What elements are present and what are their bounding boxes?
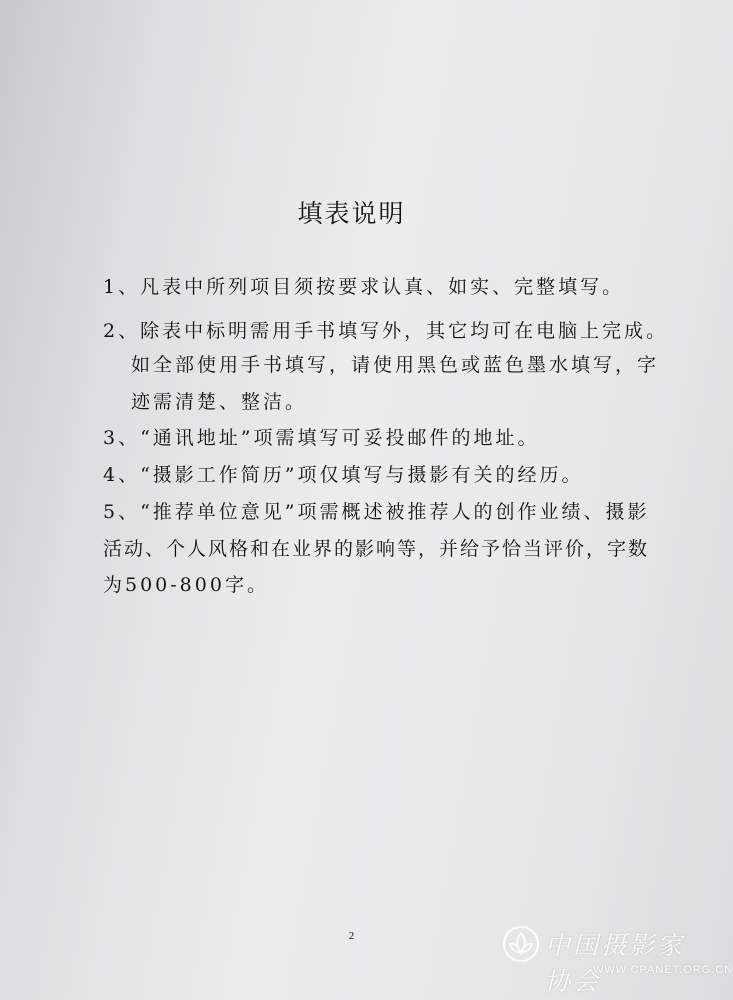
instruction-line-2: 2、除表中标明需用手书填写外，其它均可在电脑上完成。 bbox=[103, 320, 669, 342]
instruction-line-1: 1、凡表中所列项目须按要求认真、如实、完整填写。 bbox=[103, 276, 625, 298]
watermark-url: WWW.CPANET.ORG.CN bbox=[593, 964, 733, 976]
watermark bbox=[501, 920, 733, 996]
instruction-line-2-cont-b: 迹需清楚、整洁。 bbox=[131, 391, 308, 413]
page-number: 2 bbox=[348, 930, 355, 942]
page-title: 填表说明 bbox=[297, 199, 406, 228]
instruction-line-5-cont-a: 活动、个人风格和在业界的影响等，并给予恰当评价，字数 bbox=[103, 538, 650, 560]
instruction-line-4: 4、“摄影工作简历”项仅填写与摄影有关的经历。 bbox=[103, 464, 584, 486]
instruction-line-5-cont-b: 为500-800字。 bbox=[103, 574, 269, 596]
watermark-text: 中国摄影家协会 bbox=[545, 931, 686, 996]
instruction-line-3: 3、“通讯地址”项需填写可妥投邮件的地址。 bbox=[103, 427, 540, 449]
instruction-line-5: 5、“推荐单位意见”项需概述被推荐人的创作业绩、摄影 bbox=[103, 501, 650, 523]
instruction-line-2-cont-a: 如全部使用手书填写，请使用黑色或蓝色墨水填写，字 bbox=[131, 354, 660, 376]
camera-lotus-logo-icon bbox=[501, 924, 541, 964]
